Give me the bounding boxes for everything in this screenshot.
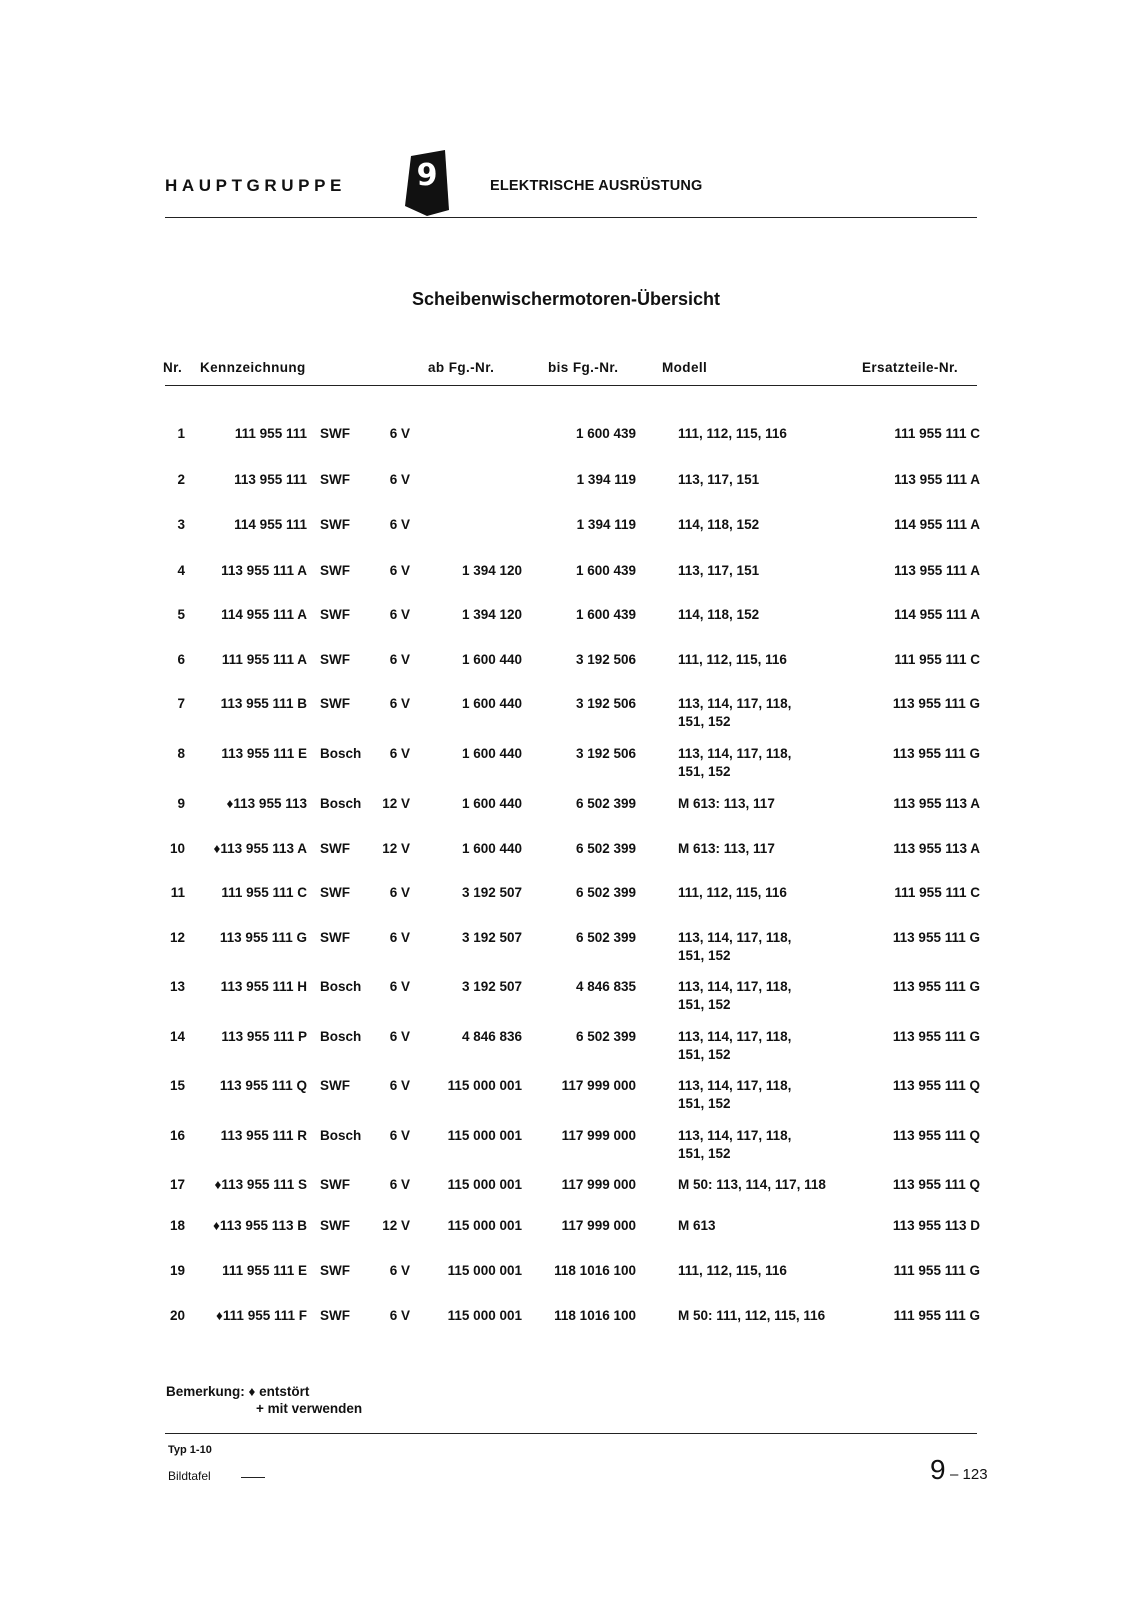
- row-part: 114 955 111 A: [894, 607, 980, 622]
- row-nr: 5: [177, 607, 185, 622]
- row-part: 113 955 111 Q: [892, 1078, 980, 1093]
- row-voltage: 6 V: [389, 696, 410, 711]
- row-nr: 20: [169, 1308, 185, 1323]
- row-voltage: 6 V: [389, 1078, 410, 1093]
- row-code: ♦113 955 111 S: [214, 1177, 307, 1192]
- group-label: HAUPTGRUPPE: [165, 176, 346, 195]
- row-part: 113 955 113 A: [893, 841, 980, 856]
- row-part: 113 955 111 A: [894, 563, 980, 578]
- row-code: 113 955 111 B: [220, 696, 307, 711]
- row-to: 6 502 399: [575, 885, 636, 900]
- row-nr: 18: [169, 1218, 185, 1233]
- column-header-part: Ersatzteile-Nr.: [862, 360, 959, 375]
- row-code: 111 955 111 C: [221, 885, 307, 900]
- row-part: 113 955 113 D: [892, 1218, 980, 1233]
- group-number-badge: [405, 150, 449, 216]
- row-from: 3 192 507: [461, 979, 522, 994]
- row-nr: 7: [177, 696, 185, 711]
- row-to: 1 394 119: [576, 517, 636, 532]
- row-from: 1 600 440: [461, 841, 522, 856]
- row-model: 113, 114, 117, 118, 151, 152: [678, 1029, 792, 1062]
- row-maker: SWF: [320, 652, 350, 667]
- row-part: 113 955 111 G: [892, 930, 980, 945]
- column-header-nr: Nr.: [163, 360, 183, 375]
- row-nr: 1: [177, 426, 185, 441]
- row-code: 113 955 111: [234, 472, 307, 487]
- row-part: 113 955 111 G: [892, 1029, 980, 1044]
- row-nr: 19: [169, 1263, 185, 1278]
- row-to: 6 502 399: [575, 930, 636, 945]
- row-nr: 2: [177, 472, 185, 487]
- row-maker: SWF: [320, 1078, 350, 1093]
- row-model: 113, 114, 117, 118, 151, 152: [678, 696, 792, 729]
- page-number: 9: [930, 1454, 946, 1485]
- row-part: 113 955 111 G: [892, 746, 980, 761]
- row-to: 1 600 439: [575, 426, 636, 441]
- row-nr: 4: [177, 563, 185, 578]
- row-from: 1 600 440: [461, 796, 522, 811]
- row-maker: SWF: [320, 1218, 350, 1233]
- row-to: 118 1016 100: [554, 1308, 636, 1323]
- row-part: 111 955 111 C: [894, 652, 980, 667]
- row-from: 115 000 001: [447, 1263, 522, 1278]
- row-nr: 16: [169, 1128, 185, 1143]
- row-maker: SWF: [320, 1308, 350, 1323]
- row-model: M 613: 113, 117: [678, 841, 775, 856]
- footer-bildtafel: Bildtafel: [168, 1469, 211, 1483]
- row-maker: SWF: [320, 563, 350, 578]
- row-code: 114 955 111 A: [221, 607, 307, 622]
- row-model: 114, 118, 152: [678, 517, 760, 532]
- row-part: 111 955 111 G: [893, 1308, 980, 1323]
- section-title: ELEKTRISCHE AUSRÜSTUNG: [490, 178, 703, 194]
- row-to: 3 192 506: [575, 696, 636, 711]
- row-from: 1 394 120: [461, 563, 522, 578]
- row-voltage: 12 V: [382, 796, 410, 811]
- row-voltage: 6 V: [389, 472, 410, 487]
- row-part: 113 955 113 A: [893, 796, 980, 811]
- row-model: 113, 114, 117, 118, 151, 152: [678, 979, 792, 1012]
- row-nr: 12: [169, 930, 185, 945]
- row-part: 113 955 111 A: [894, 472, 980, 487]
- row-code: 114 955 111: [234, 517, 307, 532]
- row-part: 113 955 111 G: [892, 696, 980, 711]
- row-from: 3 192 507: [461, 885, 522, 900]
- row-part: 113 955 111 Q: [892, 1128, 980, 1143]
- row-nr: 13: [169, 979, 185, 994]
- row-to: 117 999 000: [561, 1218, 636, 1233]
- row-code: 111 955 111: [234, 426, 307, 441]
- row-model: M 50: 113, 114, 117, 118: [678, 1177, 826, 1192]
- row-to: 117 999 000: [561, 1177, 636, 1192]
- row-from: 3 192 507: [461, 930, 522, 945]
- row-part: 111 955 111 C: [894, 426, 980, 441]
- row-code: 113 955 111 A: [221, 563, 307, 578]
- row-maker: Bosch: [320, 1128, 362, 1143]
- row-maker: SWF: [320, 696, 350, 711]
- row-model: 113, 114, 117, 118, 151, 152: [678, 746, 792, 779]
- row-to: 118 1016 100: [554, 1263, 636, 1278]
- row-part: 111 955 111 C: [894, 885, 980, 900]
- row-model: 113, 114, 117, 118, 151, 152: [678, 1128, 792, 1161]
- row-to: 6 502 399: [575, 1029, 636, 1044]
- row-voltage: 6 V: [389, 1029, 410, 1044]
- row-maker: SWF: [320, 885, 350, 900]
- row-maker: SWF: [320, 517, 350, 532]
- row-maker: Bosch: [320, 746, 362, 761]
- header-divider: [165, 217, 977, 218]
- row-model: 113, 117, 151: [678, 563, 760, 578]
- row-maker: SWF: [320, 1177, 350, 1192]
- page-title: Scheibenwischermotoren-Übersicht: [411, 289, 721, 309]
- row-model: 111, 112, 115, 116: [678, 652, 787, 667]
- row-maker: SWF: [320, 841, 350, 856]
- row-from: 1 394 120: [461, 607, 522, 622]
- row-maker: SWF: [320, 1263, 350, 1278]
- row-code: ♦113 955 113 A: [213, 841, 307, 856]
- row-model: 113, 114, 117, 118, 151, 152: [678, 930, 792, 963]
- row-voltage: 6 V: [389, 517, 410, 532]
- row-nr: 6: [177, 652, 185, 667]
- row-code: 113 955 111 G: [219, 930, 307, 945]
- row-voltage: 6 V: [389, 746, 410, 761]
- row-maker: SWF: [320, 472, 350, 487]
- row-from: 115 000 001: [447, 1128, 522, 1143]
- row-voltage: 6 V: [389, 1177, 410, 1192]
- bildtafel-dash: [241, 1477, 265, 1478]
- remark-label: Bemerkung: ♦ entstört: [166, 1384, 310, 1399]
- table-header-divider: [165, 385, 977, 386]
- row-part: 114 955 111 A: [894, 517, 980, 532]
- row-code: ♦113 955 113 B: [213, 1218, 307, 1233]
- row-code: ♦111 955 111 F: [216, 1308, 307, 1323]
- row-maker: SWF: [320, 426, 350, 441]
- row-nr: 17: [169, 1177, 185, 1192]
- row-from: 115 000 001: [447, 1177, 522, 1192]
- row-part: 113 955 111 Q: [892, 1177, 980, 1192]
- row-nr: 3: [177, 517, 185, 532]
- row-model: 111, 112, 115, 116: [678, 885, 787, 900]
- footer-typ: Typ 1-10: [168, 1444, 212, 1456]
- row-to: 3 192 506: [575, 652, 636, 667]
- row-voltage: 6 V: [389, 652, 410, 667]
- row-voltage: 6 V: [389, 979, 410, 994]
- row-model: M 613: [678, 1218, 716, 1233]
- row-code: 113 955 111 H: [220, 979, 307, 994]
- row-from: 115 000 001: [447, 1078, 522, 1093]
- row-voltage: 6 V: [389, 563, 410, 578]
- group-number: 9: [416, 158, 438, 193]
- row-voltage: 6 V: [389, 1263, 410, 1278]
- row-from: 4 846 836: [461, 1029, 522, 1044]
- column-header-code: Kennzeichnung: [200, 360, 306, 375]
- row-model: 113, 117, 151: [678, 472, 760, 487]
- row-code: 113 955 111 R: [220, 1128, 307, 1143]
- row-model: 114, 118, 152: [678, 607, 760, 622]
- row-model: 111, 112, 115, 116: [678, 1263, 787, 1278]
- row-nr: 10: [169, 841, 185, 856]
- row-code: 113 955 111 P: [221, 1029, 307, 1044]
- row-part: 113 955 111 G: [892, 979, 980, 994]
- row-voltage: 6 V: [389, 930, 410, 945]
- row-code: 113 955 111 E: [221, 746, 307, 761]
- row-part: 111 955 111 G: [893, 1263, 980, 1278]
- row-model: M 613: 113, 117: [678, 796, 775, 811]
- column-header-to: bis Fg.-Nr.: [548, 360, 619, 375]
- row-maker: Bosch: [320, 979, 362, 994]
- row-code: 111 955 111 A: [221, 652, 307, 667]
- row-nr: 8: [177, 746, 185, 761]
- row-voltage: 6 V: [389, 885, 410, 900]
- column-header-from: ab Fg.-Nr.: [428, 360, 495, 375]
- row-voltage: 6 V: [389, 1128, 410, 1143]
- row-to: 6 502 399: [575, 841, 636, 856]
- row-nr: 14: [169, 1029, 185, 1044]
- row-from: 1 600 440: [461, 652, 522, 667]
- row-from: 1 600 440: [461, 746, 522, 761]
- row-code: 113 955 111 Q: [219, 1078, 307, 1093]
- row-to: 3 192 506: [575, 746, 636, 761]
- row-to: 6 502 399: [575, 796, 636, 811]
- row-voltage: 6 V: [389, 426, 410, 441]
- footer-divider: [165, 1433, 977, 1434]
- row-maker: SWF: [320, 607, 350, 622]
- row-voltage: 6 V: [389, 1308, 410, 1323]
- row-from: 1 600 440: [461, 696, 522, 711]
- row-to: 1 600 439: [575, 563, 636, 578]
- column-header-model: Modell: [662, 360, 708, 375]
- row-maker: SWF: [320, 930, 350, 945]
- row-voltage: 6 V: [389, 607, 410, 622]
- row-voltage: 12 V: [382, 1218, 410, 1233]
- row-model: 111, 112, 115, 116: [678, 426, 787, 441]
- row-nr: 9: [177, 796, 185, 811]
- row-nr: 15: [169, 1078, 185, 1093]
- row-model: M 50: 111, 112, 115, 116: [678, 1308, 826, 1323]
- page-number-sub: – 123: [950, 1466, 988, 1483]
- row-nr: 11: [170, 885, 185, 900]
- row-code: 111 955 111 E: [222, 1263, 307, 1278]
- row-to: 117 999 000: [561, 1078, 636, 1093]
- row-to: 1 394 119: [576, 472, 636, 487]
- row-code: ♦113 955 113: [226, 796, 307, 811]
- row-to: 117 999 000: [561, 1128, 636, 1143]
- row-to: 4 846 835: [575, 979, 636, 994]
- remark-line2: + mit verwenden: [256, 1401, 363, 1416]
- page-header: [165, 150, 977, 226]
- row-to: 1 600 439: [575, 607, 636, 622]
- row-maker: Bosch: [320, 796, 362, 811]
- row-from: 115 000 001: [447, 1218, 522, 1233]
- row-from: 115 000 001: [447, 1308, 522, 1323]
- row-maker: Bosch: [320, 1029, 362, 1044]
- row-model: 113, 114, 117, 118, 151, 152: [678, 1078, 792, 1111]
- row-voltage: 12 V: [382, 841, 410, 856]
